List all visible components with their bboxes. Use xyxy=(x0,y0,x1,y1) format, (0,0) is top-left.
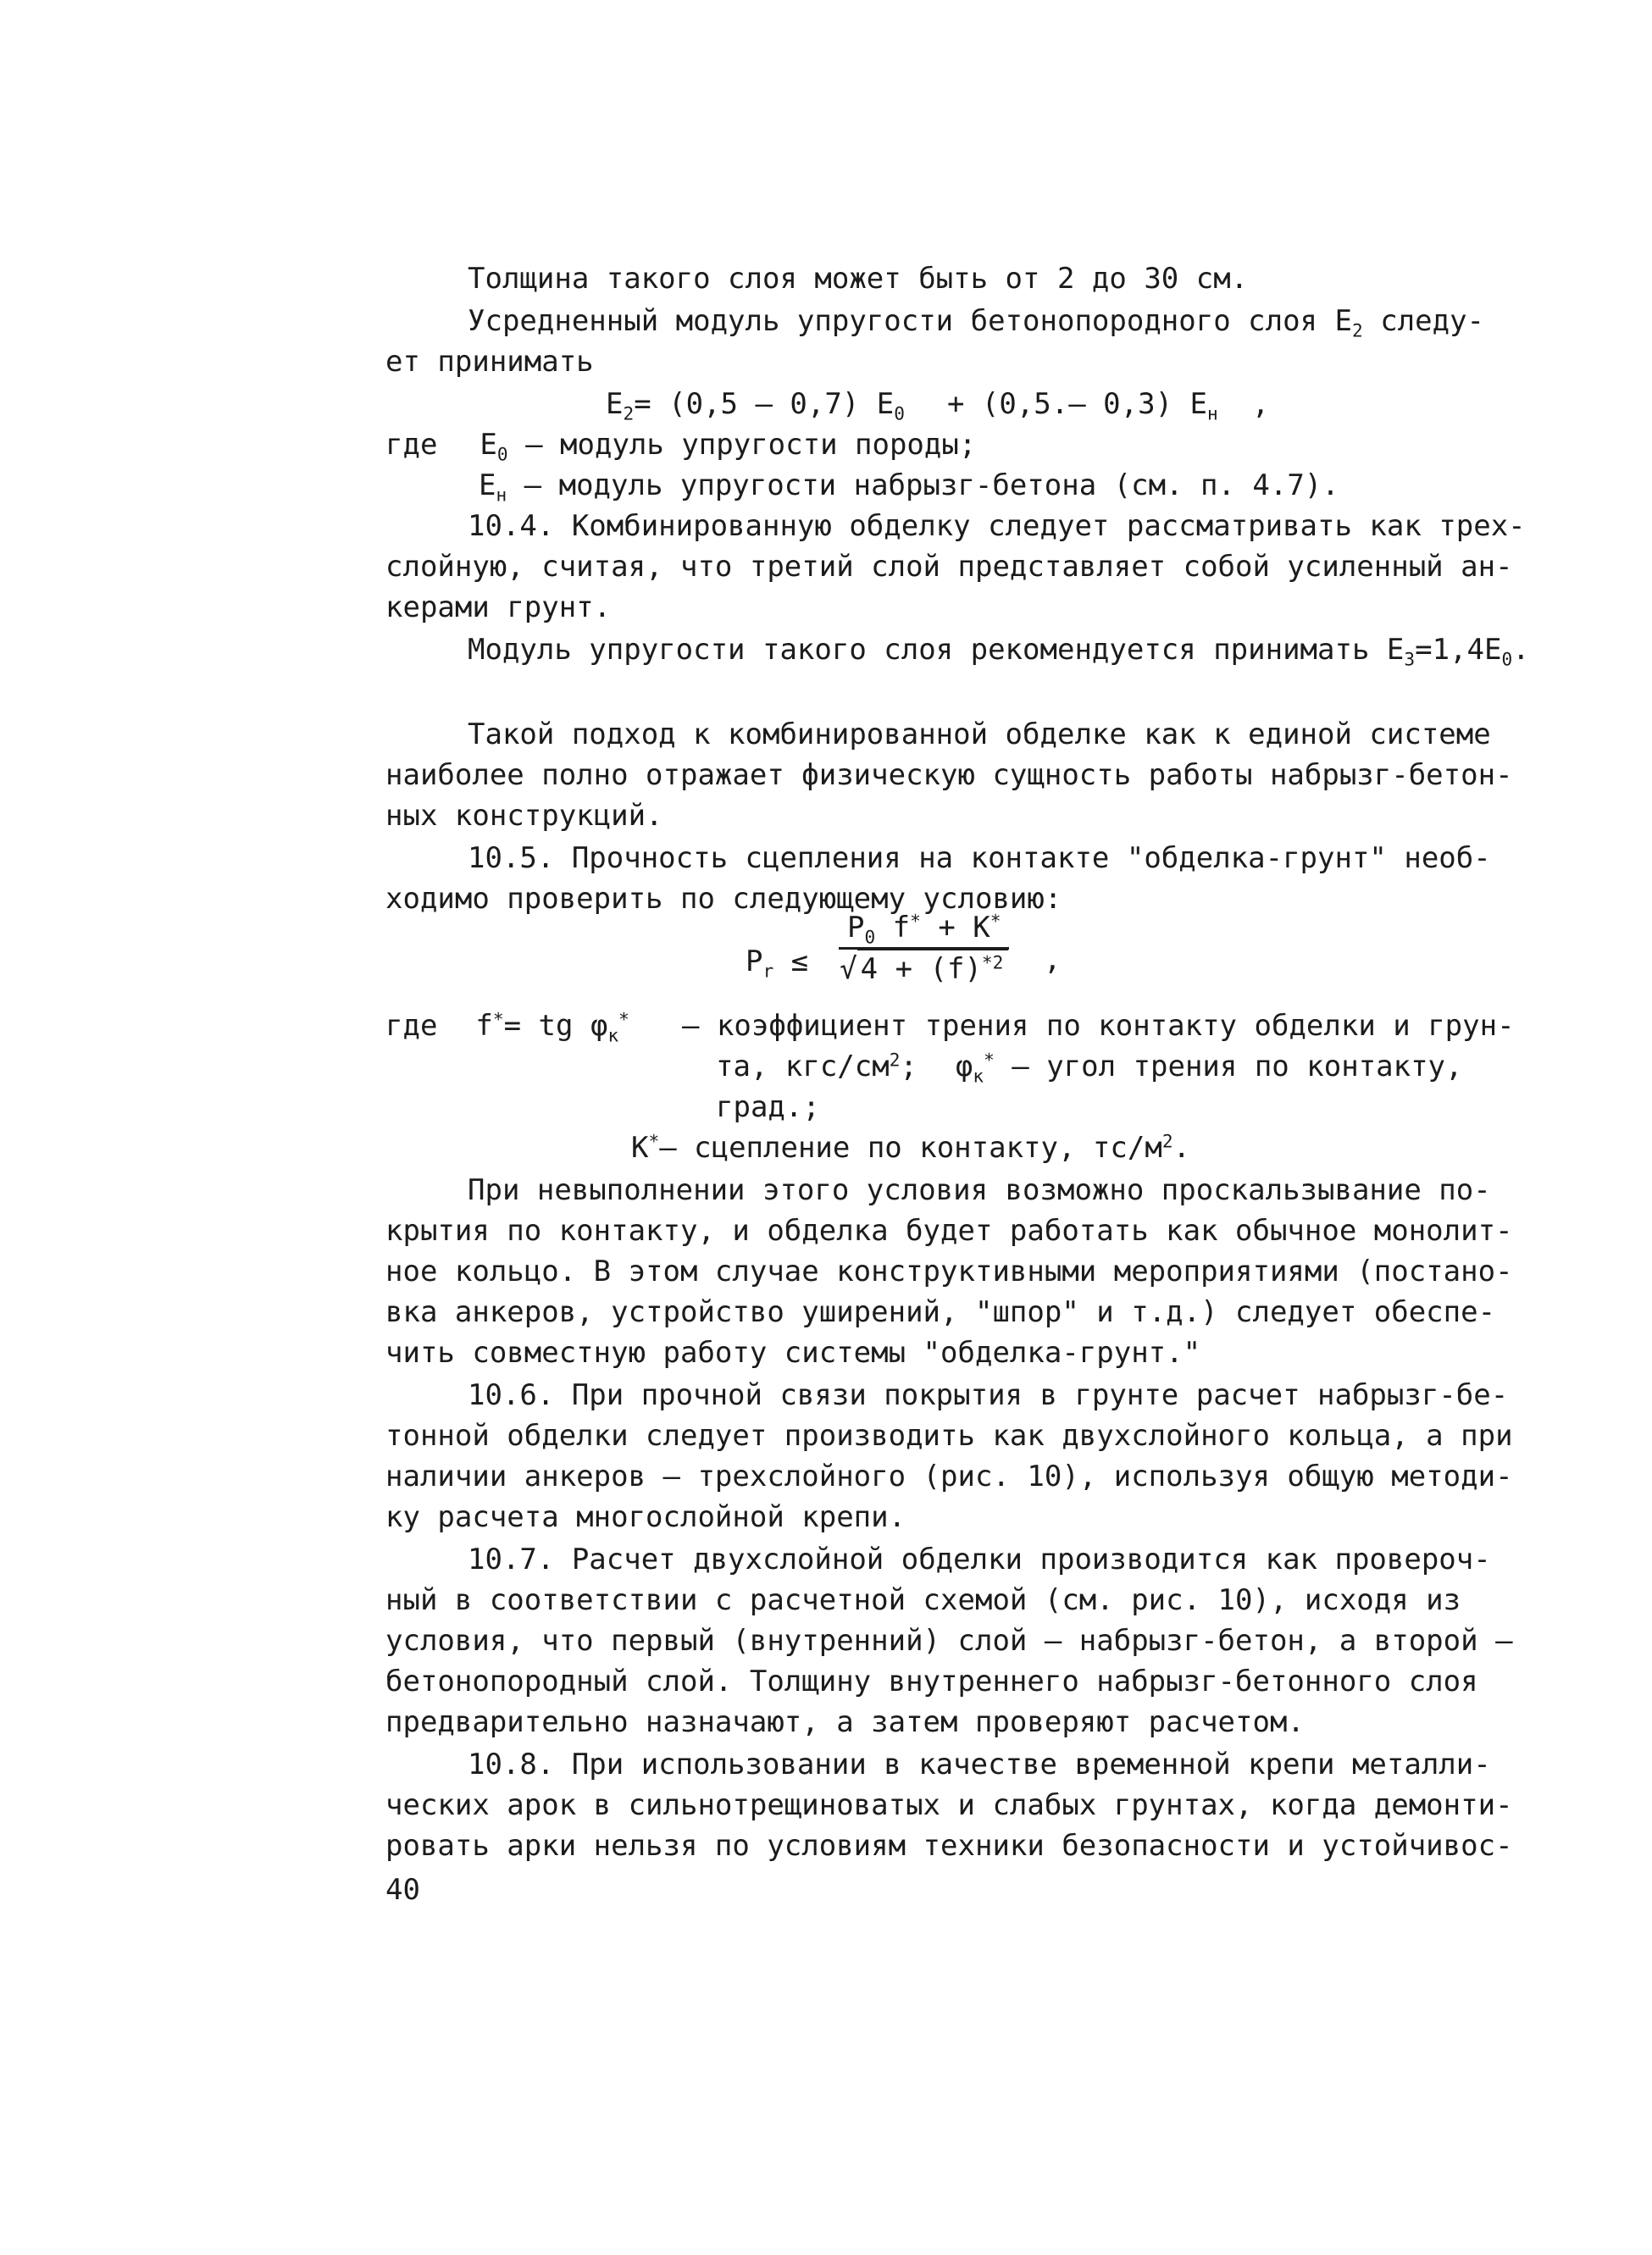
text-line: При невыполнении этого условия возможно проскальзывание по- xyxy=(468,1173,1491,1207)
formula-end: , xyxy=(1044,943,1062,977)
fraction-numerator: $P_0$ f* + K* xyxy=(839,913,1009,950)
definition-line: где $E_0$ – модуль упругости породы; xyxy=(385,428,977,465)
formula-condition-fraction xyxy=(839,910,1009,986)
text-line: условия, что первый (внутренний) слой – набрызг-бетон, а второй – xyxy=(385,1624,1513,1658)
definition-line: град.; xyxy=(716,1090,820,1124)
definition-line: K*– сцепление по контакту, $тс/м^2$. xyxy=(631,1130,1190,1165)
page-number: 40 xyxy=(385,1873,420,1907)
text-line: ческих арок в сильнотрещиноватых и слабых грунтах, когда демонти- xyxy=(385,1788,1513,1822)
text-line: 10.8. При использовании в качестве временной крепи металли- xyxy=(468,1748,1491,1781)
definition-line: – коэффициент трения по контакту обделки и грун- xyxy=(682,1009,1515,1043)
text-line: 10.6. При прочной связи покрытия в грунте расчет набрызг-бе- xyxy=(468,1378,1509,1412)
definition-line: $E_н$ – модуль упругости набрызг-бетона (см. п. 4.7). xyxy=(479,468,1339,506)
text-line: Толщина такого слоя может быть от 2 до 30 см. xyxy=(468,262,1249,296)
text-line: ровать арки нельзя по условиям техники безопасности и устойчивос- xyxy=(385,1829,1513,1863)
text-line: ет принимать xyxy=(385,345,594,379)
text-line: 10.4. Комбинированную обделку следует рассматривать как трех- xyxy=(468,509,1526,543)
text-line: ных конструкций. xyxy=(385,799,663,833)
text-line: наиболее полно отражает физическую сущность работы набрызг-бетон- xyxy=(385,758,1513,792)
text-line: Такой подход к комбинированной обделке как к единой системе xyxy=(468,718,1491,751)
text-line: ку расчета многослойной крепи. xyxy=(385,1500,906,1534)
fraction-denominator: √ $4 + (f)^{*2}$ xyxy=(839,950,1009,983)
text-line: ный в соответствии с расчетной схемой (см. рис. 10), исходя из xyxy=(385,1583,1461,1617)
text-line: предварительно назначают, а затем проверяют расчетом. xyxy=(385,1705,1305,1739)
text-line: ное кольцо. В этом случае конструктивными мероприятиями (постано- xyxy=(385,1255,1513,1288)
text-line: слойную, считая, что третий слой представляет собой усиленный ан- xyxy=(385,550,1513,584)
text-line: чить совместную работу системы "обделка-грунт." xyxy=(385,1336,1201,1370)
definition-line: та, кгс/$см^2$; $\varphi_к^*$ – угол трения по контакту, xyxy=(716,1049,1463,1087)
formula-modulus: $E_2= (0,5 - 0,7) E_0 + (0,5.-$ 0,3) $E_н$ , xyxy=(606,387,1270,424)
text-line: 10.5. Прочность сцепления на контакте "обделка-грунт" необ- xyxy=(468,841,1491,875)
text-line: наличии анкеров – трехслойного (рис. 10), используя общую методи- xyxy=(385,1460,1513,1493)
definition-line: где f*= tg $\varphi_к^*$ xyxy=(385,1008,629,1046)
text-line: вка анкеров, устройство уширений, "шпор" и т.д.) следует обеспе- xyxy=(385,1295,1496,1329)
text-line: 10.7. Расчет двухслойной обделки производится как провероч- xyxy=(468,1543,1491,1576)
text-line: тонной обделки следует производить как двухслойного кольца, а при xyxy=(385,1419,1513,1453)
formula-condition-lhs: $P_r$ ≤ xyxy=(746,945,809,982)
formula-symbol: $E_2$ xyxy=(1334,304,1363,341)
text-line: Усредненный модуль упругости бетонопородного слоя $E_2$ следу- xyxy=(468,304,1485,341)
text-line: керами грунт. xyxy=(385,590,612,624)
text-line: ходимо проверить по следующему условию: xyxy=(385,882,1062,916)
text-line: бетонопородный слой. Толщину внутреннего набрызг-бетонного слоя xyxy=(385,1665,1478,1698)
text-line: крытия по контакту, и обделка будет работать как обычное монолит- xyxy=(385,1214,1513,1248)
text-line: Модуль упругости такого слоя рекомендуется принимать $E_3=1,4E_0$. xyxy=(468,633,1530,670)
